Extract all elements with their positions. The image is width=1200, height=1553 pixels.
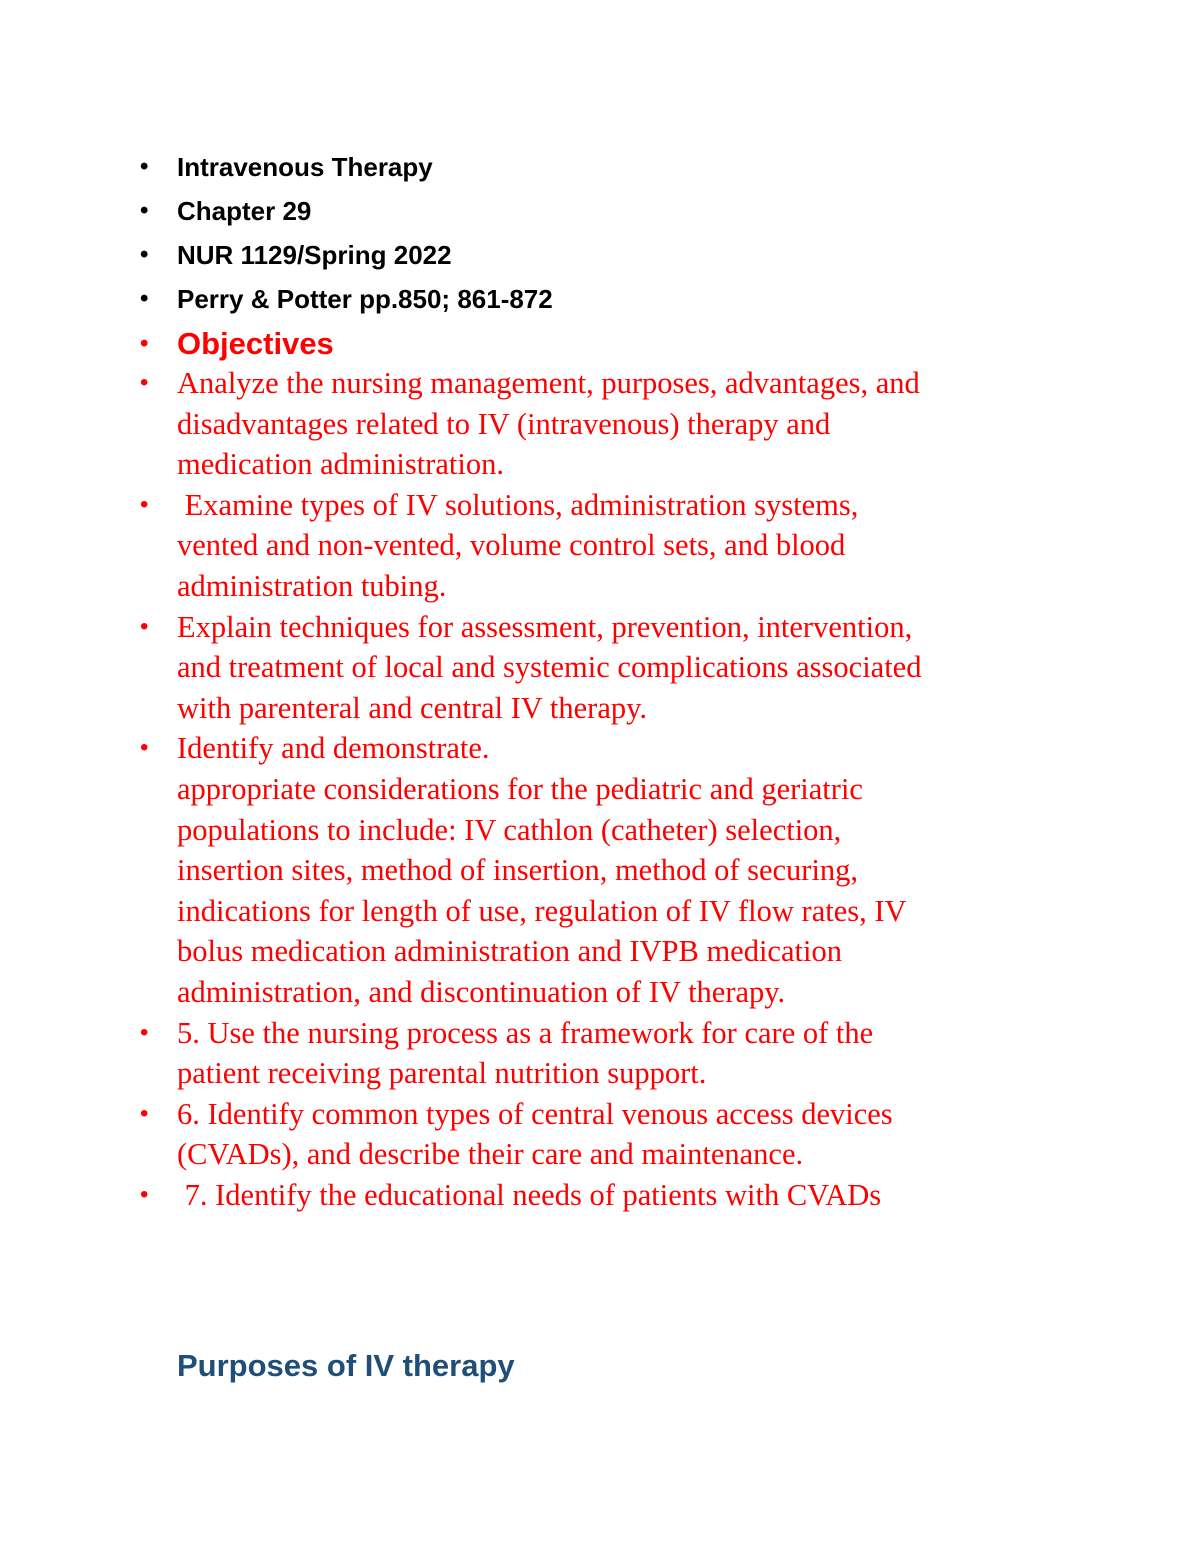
- objective-line: Examine types of IV solutions, administration systems,: [177, 487, 859, 522]
- header-item: [140, 189, 1060, 233]
- objective-item: [140, 607, 1060, 729]
- header-item: [140, 277, 1060, 321]
- objective-line: indications for length of use, regulation of IV flow rates, IV: [177, 893, 907, 928]
- bullet-icon: •: [140, 612, 149, 640]
- section-title: Purposes of IV therapy: [177, 1348, 515, 1383]
- objective-line: (CVADs), and describe their care and maintenance.: [177, 1137, 804, 1172]
- objectives-heading: [140, 321, 1060, 367]
- bullet-icon: •: [140, 1180, 149, 1208]
- bullet-icon: •: [140, 1099, 149, 1127]
- objective-item: [140, 1013, 1060, 1094]
- bullet-icon: •: [140, 369, 149, 396]
- objective-line: disadvantages related to IV (intravenous) therapy and: [177, 406, 831, 441]
- objective-line: with parenteral and central IV therapy.: [177, 690, 647, 725]
- header-bullet-list: [140, 145, 1060, 367]
- header-item-text: NUR 1129/Spring 2022: [177, 240, 452, 270]
- bullet-icon: •: [140, 153, 149, 180]
- objective-line: bolus medication administration and IVPB medication: [177, 934, 842, 969]
- objective-line: 5. Use the nursing process as a framework for care of the: [177, 1015, 874, 1050]
- objective-item: [140, 1094, 1060, 1175]
- objective-item: [140, 728, 1060, 1012]
- objective-line: Identify and demonstrate.: [177, 731, 490, 766]
- objective-item: [140, 1175, 1060, 1216]
- header-item: [140, 233, 1060, 277]
- objective-line: administration tubing.: [177, 568, 447, 603]
- bullet-icon: •: [140, 330, 149, 357]
- objectives-heading-text: Objectives: [177, 326, 334, 361]
- objectives-list: [140, 363, 1060, 1215]
- objective-line: 7. Identify the educational needs of patients with CVADs: [177, 1177, 882, 1212]
- objective-line: Analyze the nursing management, purposes, advantages, and: [177, 366, 920, 400]
- objective-line: appropriate considerations for the pediatric and geriatric: [177, 771, 863, 806]
- bullet-icon: •: [140, 285, 149, 312]
- objective-line: insertion sites, method of insertion, method of securing,: [177, 853, 859, 888]
- objective-line: 6. Identify common types of central venous access devices: [177, 1096, 893, 1131]
- objective-line: populations to include: IV cathlon (catheter) selection,: [177, 812, 842, 847]
- bullet-icon: •: [140, 1018, 149, 1046]
- objective-line: medication administration.: [177, 447, 504, 482]
- header-item-text: Intravenous Therapy: [177, 152, 433, 182]
- objective-line: and treatment of local and systemic complications associated: [177, 650, 922, 685]
- bullet-icon: •: [140, 241, 149, 268]
- header-item-text: Perry & Potter pp.850; 861-872: [177, 284, 553, 314]
- header-item-text: Chapter 29: [177, 196, 312, 226]
- bullet-icon: •: [140, 490, 149, 518]
- bullet-icon: •: [140, 734, 149, 762]
- objective-line: Explain techniques for assessment, prevention, intervention,: [177, 609, 913, 644]
- objective-item: [140, 485, 1060, 607]
- objective-line: patient receiving parental nutrition support.: [177, 1056, 707, 1091]
- objective-line: vented and non-vented, volume control sets, and blood: [177, 528, 846, 563]
- header-item: [140, 145, 1060, 189]
- bullet-icon: •: [140, 197, 149, 224]
- objective-item: [140, 363, 1060, 485]
- objective-line: administration, and discontinuation of IV therapy.: [177, 974, 786, 1009]
